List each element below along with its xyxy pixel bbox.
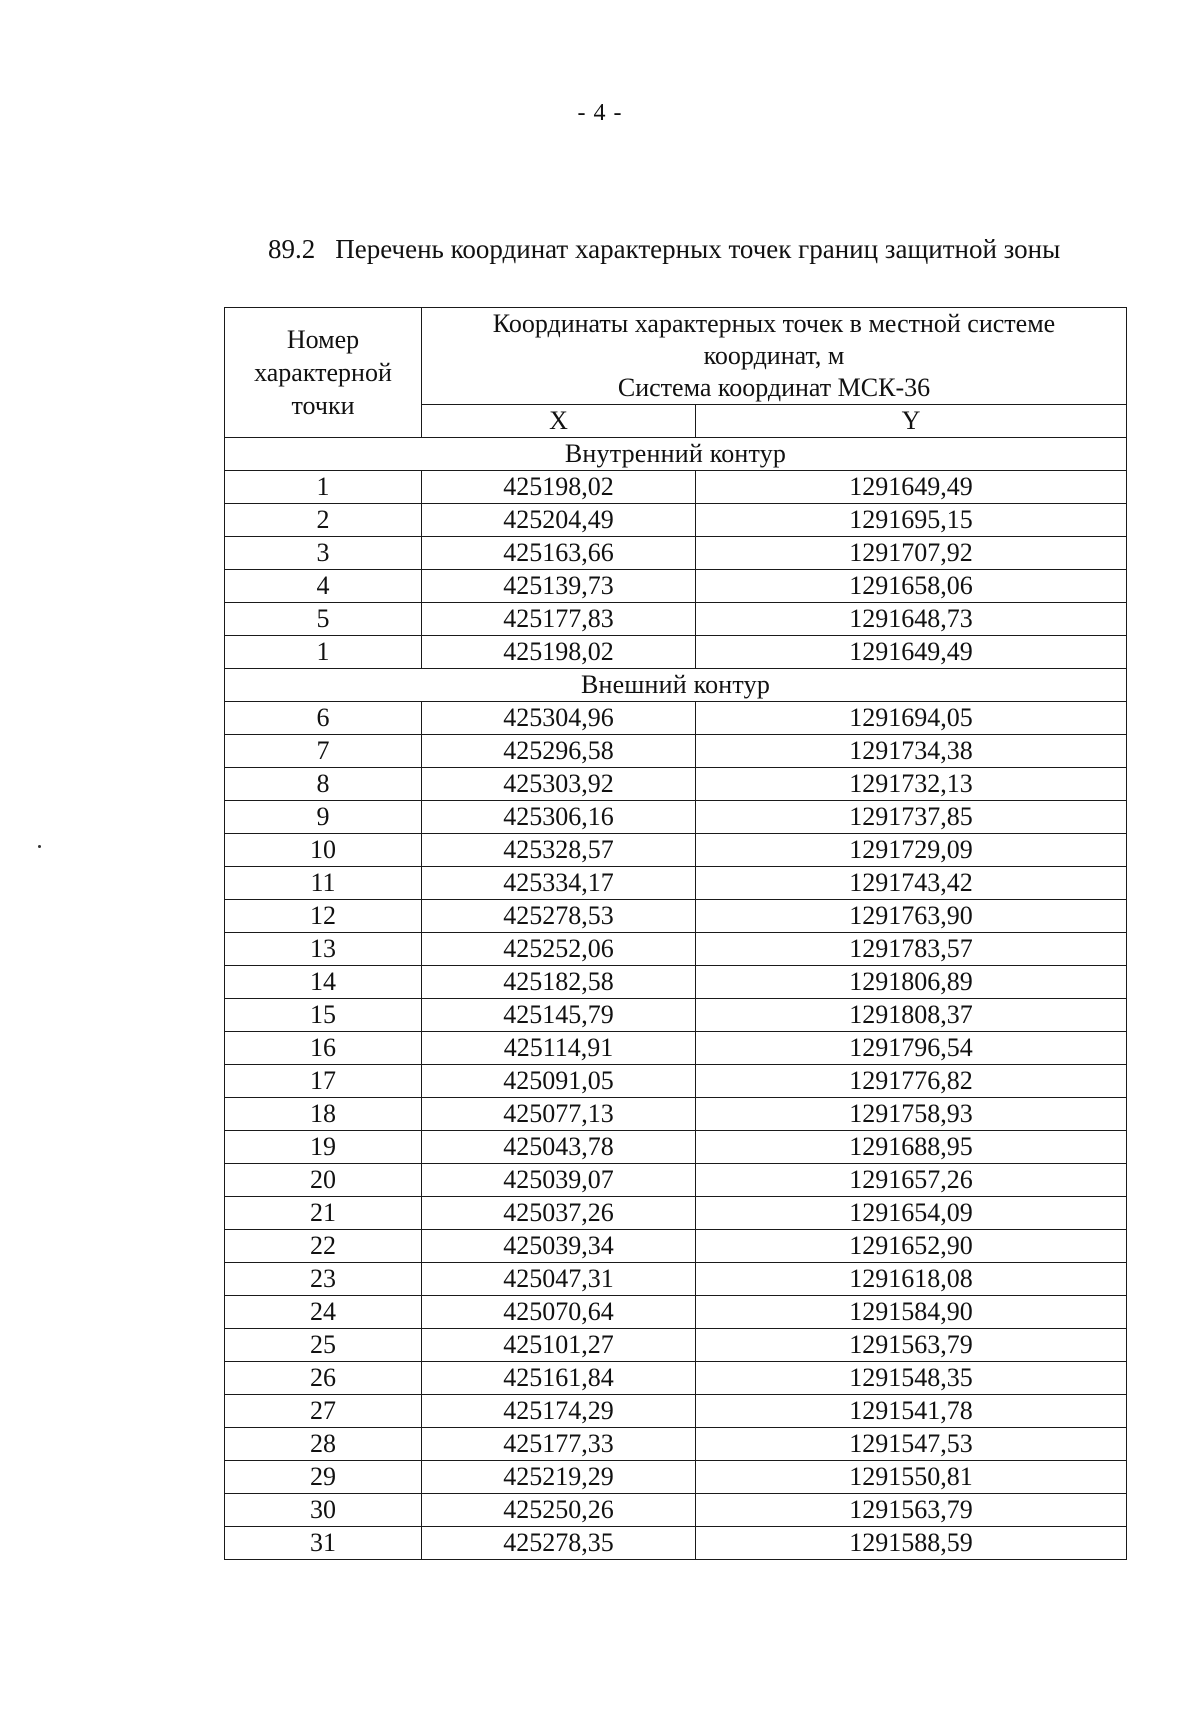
x-coordinate-cell: 425070,64 xyxy=(422,1296,696,1329)
point-number-cell: 10 xyxy=(225,834,422,867)
y-coordinate-cell: 1291588,59 xyxy=(696,1527,1127,1560)
y-coordinate-cell: 1291548,35 xyxy=(696,1362,1127,1395)
table-row xyxy=(225,999,1127,1032)
x-coordinate-cell: 425077,13 xyxy=(422,1098,696,1131)
x-coordinate-cell: 425204,49 xyxy=(422,504,696,537)
y-coordinate-cell: 1291763,90 xyxy=(696,900,1127,933)
table-row xyxy=(225,1428,1127,1461)
point-number-cell: 16 xyxy=(225,1032,422,1065)
y-coordinate-cell: 1291649,49 xyxy=(696,636,1127,669)
x-coordinate-cell: 425328,57 xyxy=(422,834,696,867)
x-coordinate-cell: 425037,26 xyxy=(422,1197,696,1230)
x-coordinate-cell: 425198,02 xyxy=(422,471,696,504)
outer-contour-label-row xyxy=(225,669,1127,702)
y-coordinate-cell: 1291648,73 xyxy=(696,603,1127,636)
x-coordinate-cell: 425145,79 xyxy=(422,999,696,1032)
x-coordinate-cell: 425304,96 xyxy=(422,702,696,735)
point-number-cell: 1 xyxy=(225,636,422,669)
point-number-cell: 13 xyxy=(225,933,422,966)
point-number-cell: 17 xyxy=(225,1065,422,1098)
x-coordinate-cell: 425039,07 xyxy=(422,1164,696,1197)
y-coordinate-cell: 1291806,89 xyxy=(696,966,1127,999)
table-header xyxy=(225,308,1127,438)
table-row xyxy=(225,603,1127,636)
point-number-cell: 4 xyxy=(225,570,422,603)
table-row xyxy=(225,735,1127,768)
x-coordinate-cell: 425278,35 xyxy=(422,1527,696,1560)
y-coordinate-cell: 1291652,90 xyxy=(696,1230,1127,1263)
x-coordinate-cell: 425043,78 xyxy=(422,1131,696,1164)
header-y: Y xyxy=(696,405,1127,438)
x-coordinate-cell: 425101,27 xyxy=(422,1329,696,1362)
table-row xyxy=(225,1362,1127,1395)
y-coordinate-cell: 1291657,26 xyxy=(696,1164,1127,1197)
inner-contour-label-row xyxy=(225,438,1127,471)
table-row xyxy=(225,933,1127,966)
x-coordinate-cell: 425174,29 xyxy=(422,1395,696,1428)
x-coordinate-cell: 425163,66 xyxy=(422,537,696,570)
x-coordinate-cell: 425296,58 xyxy=(422,735,696,768)
section-title xyxy=(268,234,1060,265)
point-number-cell: 28 xyxy=(225,1428,422,1461)
y-coordinate-cell: 1291550,81 xyxy=(696,1461,1127,1494)
y-coordinate-cell: 1291737,85 xyxy=(696,801,1127,834)
table-row xyxy=(225,867,1127,900)
y-coordinate-cell: 1291563,79 xyxy=(696,1329,1127,1362)
x-coordinate-cell: 425047,31 xyxy=(422,1263,696,1296)
header-point-number-text: Номер характерной точки xyxy=(254,325,392,420)
point-number-cell: 19 xyxy=(225,1131,422,1164)
y-coordinate-cell: 1291729,09 xyxy=(696,834,1127,867)
y-coordinate-cell: 1291563,79 xyxy=(696,1494,1127,1527)
y-coordinate-cell: 1291695,15 xyxy=(696,504,1127,537)
x-coordinate-cell: 425306,16 xyxy=(422,801,696,834)
table-row xyxy=(225,1329,1127,1362)
y-coordinate-cell: 1291743,42 xyxy=(696,867,1127,900)
x-coordinate-cell: 425334,17 xyxy=(422,867,696,900)
y-coordinate-cell: 1291734,38 xyxy=(696,735,1127,768)
point-number-cell: 29 xyxy=(225,1461,422,1494)
x-coordinate-cell: 425303,92 xyxy=(422,768,696,801)
point-number-cell: 18 xyxy=(225,1098,422,1131)
x-coordinate-cell: 425252,06 xyxy=(422,933,696,966)
table-row xyxy=(225,768,1127,801)
table-row xyxy=(225,1032,1127,1065)
x-coordinate-cell: 425219,29 xyxy=(422,1461,696,1494)
header-coordinates-line1: Координаты характерных точек в местной системе координат, м xyxy=(492,309,1056,370)
table-row xyxy=(225,1527,1127,1560)
x-coordinate-cell: 425198,02 xyxy=(422,636,696,669)
point-number-cell: 6 xyxy=(225,702,422,735)
inner-contour-label: Внутренний контур xyxy=(225,438,1127,471)
table-row xyxy=(225,636,1127,669)
point-number-cell: 14 xyxy=(225,966,422,999)
x-coordinate-cell: 425091,05 xyxy=(422,1065,696,1098)
table-row xyxy=(225,504,1127,537)
table-row xyxy=(225,1461,1127,1494)
y-coordinate-cell: 1291541,78 xyxy=(696,1395,1127,1428)
y-coordinate-cell: 1291649,49 xyxy=(696,471,1127,504)
table-row xyxy=(225,801,1127,834)
table-row xyxy=(225,537,1127,570)
table-row xyxy=(225,1263,1127,1296)
table-row xyxy=(225,702,1127,735)
y-coordinate-cell: 1291688,95 xyxy=(696,1131,1127,1164)
scan-speck xyxy=(38,845,41,848)
table-row xyxy=(225,1395,1127,1428)
table-row xyxy=(225,900,1127,933)
point-number-cell: 2 xyxy=(225,504,422,537)
table-body xyxy=(225,438,1127,1560)
x-coordinate-cell: 425177,83 xyxy=(422,603,696,636)
table-row xyxy=(225,1065,1127,1098)
y-coordinate-cell: 1291707,92 xyxy=(696,537,1127,570)
header-coordinates-line2: Система координат МСК-36 xyxy=(617,373,931,402)
point-number-cell: 26 xyxy=(225,1362,422,1395)
x-coordinate-cell: 425161,84 xyxy=(422,1362,696,1395)
point-number-cell: 30 xyxy=(225,1494,422,1527)
point-number-cell: 9 xyxy=(225,801,422,834)
page-number: - 4 - xyxy=(577,100,623,126)
table-row xyxy=(225,1164,1127,1197)
x-coordinate-cell: 425114,91 xyxy=(422,1032,696,1065)
table-row xyxy=(225,570,1127,603)
table-row xyxy=(225,1131,1127,1164)
header-coordinates xyxy=(422,308,1127,405)
header-x: X xyxy=(422,405,696,438)
point-number-cell: 25 xyxy=(225,1329,422,1362)
table-row xyxy=(225,1098,1127,1131)
x-coordinate-cell: 425139,73 xyxy=(422,570,696,603)
table-row xyxy=(225,1197,1127,1230)
point-number-cell: 12 xyxy=(225,900,422,933)
y-coordinate-cell: 1291547,53 xyxy=(696,1428,1127,1461)
coordinates-table xyxy=(224,307,1127,1560)
point-number-cell: 7 xyxy=(225,735,422,768)
point-number-cell: 23 xyxy=(225,1263,422,1296)
table-row xyxy=(225,471,1127,504)
y-coordinate-cell: 1291796,54 xyxy=(696,1032,1127,1065)
y-coordinate-cell: 1291658,06 xyxy=(696,570,1127,603)
table-row xyxy=(225,966,1127,999)
y-coordinate-cell: 1291654,09 xyxy=(696,1197,1127,1230)
y-coordinate-cell: 1291618,08 xyxy=(696,1263,1127,1296)
table-row xyxy=(225,834,1127,867)
y-coordinate-cell: 1291584,90 xyxy=(696,1296,1127,1329)
x-coordinate-cell: 425039,34 xyxy=(422,1230,696,1263)
y-coordinate-cell: 1291732,13 xyxy=(696,768,1127,801)
table-row xyxy=(225,1230,1127,1263)
y-coordinate-cell: 1291694,05 xyxy=(696,702,1127,735)
table-row xyxy=(225,1494,1127,1527)
point-number-cell: 11 xyxy=(225,867,422,900)
point-number-cell: 8 xyxy=(225,768,422,801)
y-coordinate-cell: 1291808,37 xyxy=(696,999,1127,1032)
x-coordinate-cell: 425182,58 xyxy=(422,966,696,999)
point-number-cell: 3 xyxy=(225,537,422,570)
outer-contour-label: Внешний контур xyxy=(225,669,1127,702)
section-title-text: Перечень координат характерных точек границ защитной зоны xyxy=(335,234,1061,264)
point-number-cell: 5 xyxy=(225,603,422,636)
y-coordinate-cell: 1291776,82 xyxy=(696,1065,1127,1098)
header-point-number xyxy=(225,308,422,438)
x-coordinate-cell: 425177,33 xyxy=(422,1428,696,1461)
section-number: 89.2 xyxy=(268,234,316,264)
table-row xyxy=(225,1296,1127,1329)
point-number-cell: 24 xyxy=(225,1296,422,1329)
point-number-cell: 15 xyxy=(225,999,422,1032)
point-number-cell: 22 xyxy=(225,1230,422,1263)
point-number-cell: 31 xyxy=(225,1527,422,1560)
x-coordinate-cell: 425250,26 xyxy=(422,1494,696,1527)
x-coordinate-cell: 425278,53 xyxy=(422,900,696,933)
y-coordinate-cell: 1291783,57 xyxy=(696,933,1127,966)
y-coordinate-cell: 1291758,93 xyxy=(696,1098,1127,1131)
point-number-cell: 27 xyxy=(225,1395,422,1428)
point-number-cell: 21 xyxy=(225,1197,422,1230)
point-number-cell: 1 xyxy=(225,471,422,504)
point-number-cell: 20 xyxy=(225,1164,422,1197)
